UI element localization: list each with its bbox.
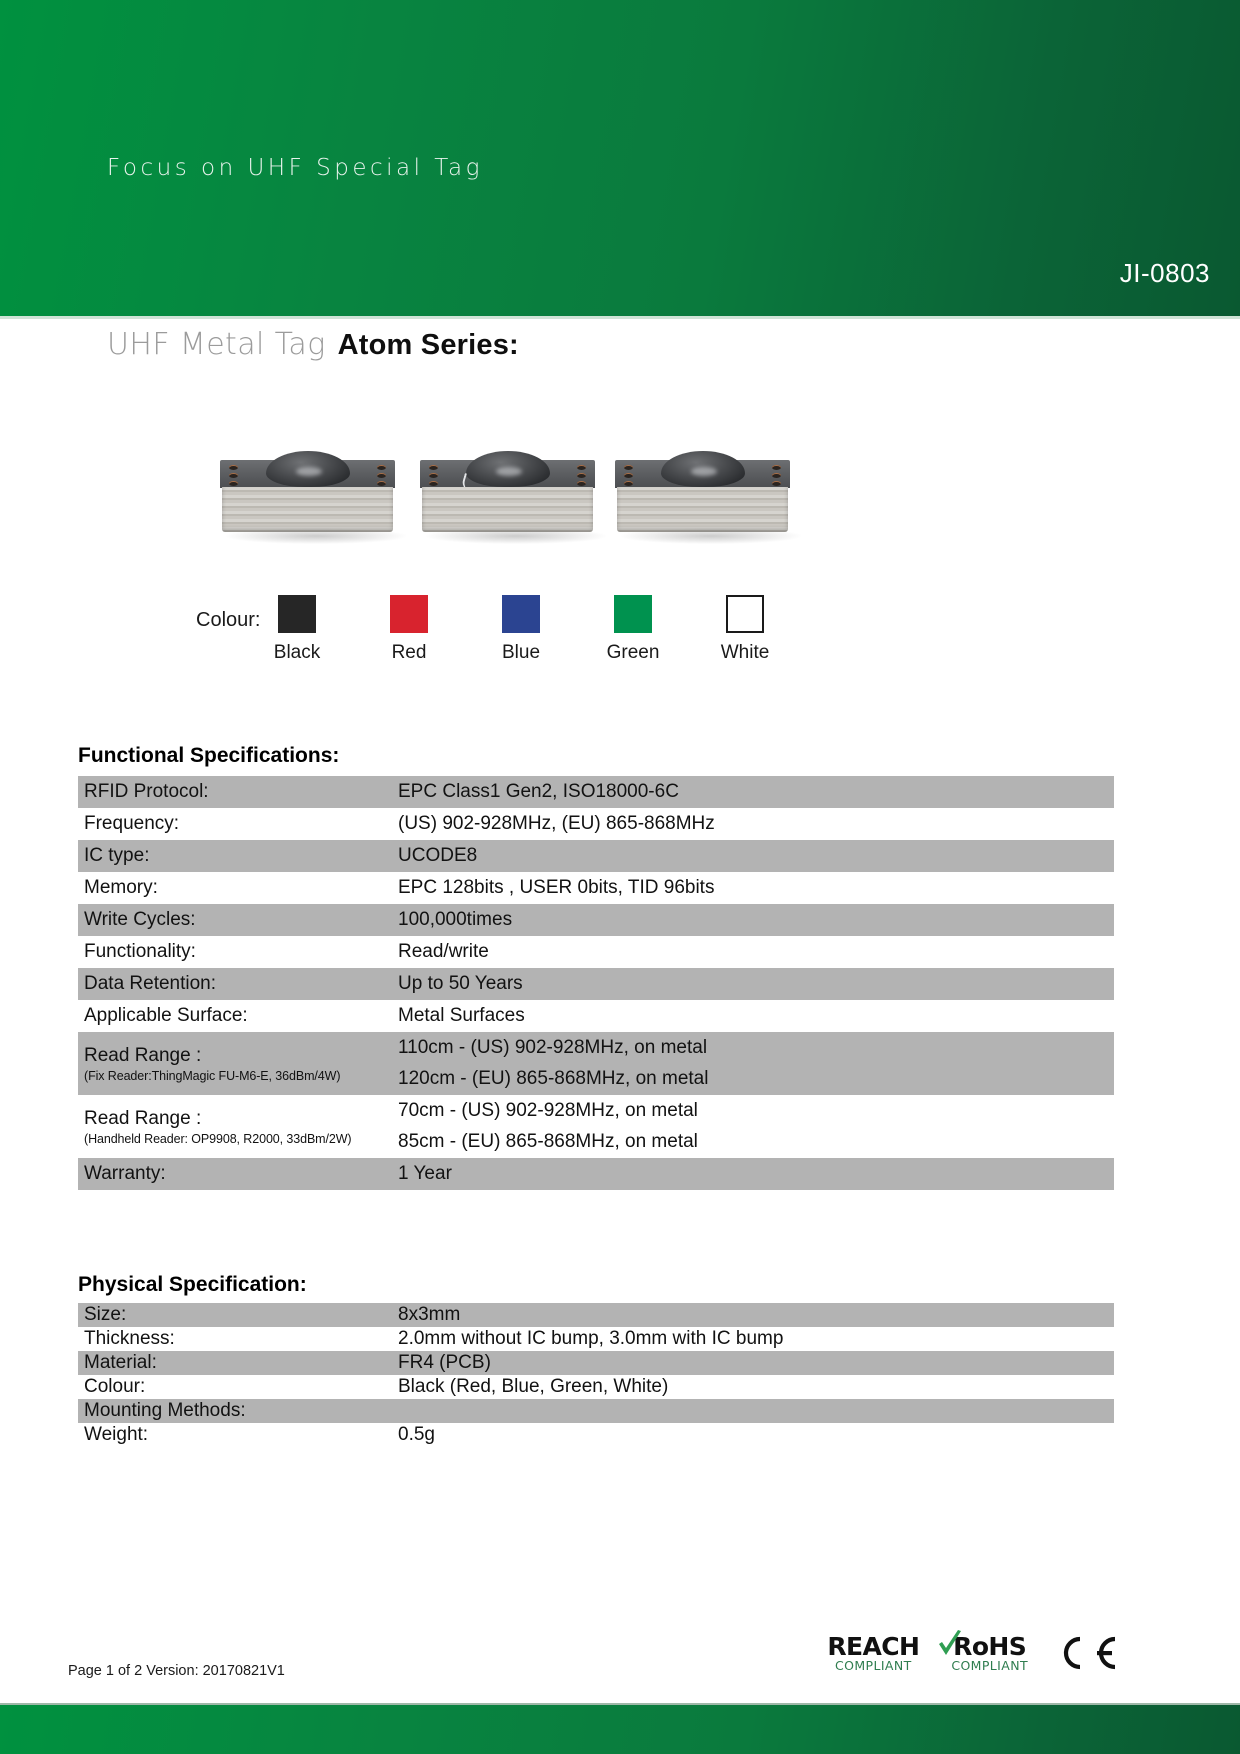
spec-key-sublabel: (Fix Reader:ThingMagic FU-M6-E, 36dBm/4W) (84, 1068, 341, 1083)
table-row (78, 1000, 1114, 1032)
via-holes-right (772, 465, 781, 486)
product-tag-item (220, 460, 395, 532)
ic-bump (266, 451, 350, 487)
page-title-name: Atom Series: (337, 329, 519, 361)
product-tag-item (420, 460, 595, 532)
table-row (78, 1158, 1114, 1190)
tag-shadow (426, 528, 606, 544)
spec-key-label: Weight: (84, 1424, 149, 1445)
colour-swatch-label: Red (391, 642, 427, 663)
colour-swatch-label: Green (606, 642, 660, 663)
spec-value-line: Read/write (398, 941, 489, 962)
via-holes-right (577, 465, 586, 486)
footer-bar (0, 1705, 1240, 1754)
colour-option-red[interactable] (390, 595, 428, 664)
spec-value (398, 1328, 1114, 1350)
ce-mark-icon (1054, 1635, 1120, 1671)
table-row (78, 1095, 1114, 1158)
spec-value-line: 8x3mm (398, 1304, 461, 1325)
spec-value-line: 120cm - (EU) 865-868MHz, on metal (398, 1068, 709, 1089)
spec-value (398, 1100, 1114, 1153)
product-code: JI-0803 (1119, 258, 1210, 288)
tag-top-surface (420, 460, 595, 488)
header-divider (0, 316, 1240, 319)
spec-value-line: 2.0mm without IC bump, 3.0mm with IC bump (398, 1328, 784, 1349)
spec-value-line: 0.5g (398, 1424, 435, 1445)
spec-key (78, 1424, 398, 1446)
spec-key (78, 1108, 398, 1146)
spec-key (78, 813, 398, 835)
spec-key-label: Read Range : (84, 1044, 202, 1066)
spec-key (78, 1328, 398, 1350)
product-photo (190, 378, 850, 558)
via-holes-left (229, 465, 238, 486)
spec-value-line: Black (Red, Blue, Green, White) (398, 1376, 669, 1397)
colour-option-white[interactable] (720, 595, 770, 664)
colour-label: Colour: (196, 609, 261, 631)
colour-option-black[interactable] (273, 595, 321, 664)
spec-value-line: Up to 50 Years (398, 973, 523, 994)
table-row (78, 1351, 1114, 1375)
tag-top-surface (220, 460, 395, 488)
spec-key-label: IC type: (84, 845, 150, 866)
header-tagline: Focus on UHF Special Tag (107, 155, 483, 181)
rohs-logo-sub: COMPLIANT (951, 1658, 1028, 1673)
spec-value-line: EPC Class1 Gen2, ISO18000-6C (398, 781, 679, 802)
colour-swatch-label: Blue (501, 642, 541, 663)
colour-swatch[interactable] (390, 595, 428, 633)
colour-swatch[interactable] (278, 595, 316, 633)
spec-value-line: 70cm - (US) 902-928MHz, on metal (398, 1100, 698, 1121)
spec-key-label: RFID Protocol: (84, 781, 209, 802)
spec-value (398, 909, 1114, 931)
spec-key (78, 973, 398, 995)
spec-key-label: Applicable Surface: (84, 1005, 248, 1026)
spec-value (398, 941, 1114, 963)
spec-key-label: Mounting Methods: (84, 1400, 246, 1421)
spec-value-line: 100,000times (398, 909, 513, 930)
spec-key (78, 1163, 398, 1185)
page-title-prefix: UHF Metal Tag (107, 327, 326, 362)
spec-key-label: Warranty: (84, 1163, 166, 1184)
spec-key (78, 845, 398, 867)
product-tag-item (615, 460, 790, 532)
functional-specifications-table (78, 776, 1114, 1190)
spec-value (398, 1424, 1114, 1446)
spec-value-line: 85cm - (EU) 865-868MHz, on metal (398, 1131, 698, 1152)
spec-key (78, 1045, 398, 1083)
spec-key-label: Write Cycles: (84, 909, 196, 930)
spec-key-label: Read Range : (84, 1107, 202, 1129)
spec-value-line: (US) 902-928MHz, (EU) 865-868MHz (398, 813, 715, 834)
spec-key (78, 1352, 398, 1374)
tag-shadow (621, 528, 801, 544)
functional-specifications-heading: Functional Specifications: (78, 744, 340, 767)
spec-value-line: 1 Year (398, 1163, 452, 1184)
colour-swatch-label: White (720, 642, 770, 663)
reach-compliant-logo (827, 1634, 919, 1673)
table-row (78, 1423, 1114, 1447)
table-row (78, 776, 1114, 808)
spec-key-label: Functionality: (84, 941, 196, 962)
colour-swatch-label: Black (273, 642, 321, 663)
spec-key (78, 1376, 398, 1398)
table-row (78, 1327, 1114, 1351)
ic-bump (661, 451, 745, 487)
spec-value (398, 877, 1114, 899)
spec-value (398, 1304, 1114, 1326)
tag-fr4-edge (422, 487, 593, 532)
spec-key (78, 909, 398, 931)
rohs-logo-name: RoHS (953, 1632, 1027, 1661)
spec-key (78, 1400, 398, 1422)
spec-key-sublabel: (Handheld Reader: OP9908, R2000, 33dBm/2W) (84, 1131, 352, 1146)
via-holes-left (429, 465, 438, 486)
reach-logo-sub: COMPLIANT (834, 1658, 912, 1673)
spec-value (398, 1352, 1114, 1374)
rohs-compliant-logo (935, 1634, 1028, 1673)
spec-value (398, 1005, 1114, 1027)
colour-selector (196, 595, 816, 675)
colour-swatch[interactable] (614, 595, 652, 633)
tag-fr4-edge (222, 487, 393, 532)
spec-key-label: Memory: (84, 877, 158, 898)
reach-logo-name: REACH (827, 1632, 920, 1661)
table-row (78, 1399, 1114, 1423)
checkmark-icon (937, 1630, 963, 1660)
spec-key-label: Material: (84, 1352, 157, 1373)
spec-value (398, 1163, 1114, 1185)
spec-key-label: Data Retention: (84, 973, 217, 994)
footer-page-version: Page 1 of 2 Version: 20170821V1 (68, 1663, 285, 1679)
colour-swatch-group (273, 595, 770, 664)
spec-key-label: Frequency: (84, 813, 180, 834)
spec-key (78, 781, 398, 803)
spec-value-line: FR4 (PCB) (398, 1352, 491, 1373)
page-title (107, 327, 519, 362)
spec-value-line: 110cm - (US) 902-928MHz, on metal (398, 1037, 708, 1058)
spec-key-label: Thickness: (84, 1328, 175, 1349)
table-row (78, 1032, 1114, 1095)
colour-swatch[interactable] (502, 595, 540, 633)
spec-key (78, 1005, 398, 1027)
table-row (78, 840, 1114, 872)
table-row (78, 968, 1114, 1000)
spec-key (78, 1304, 398, 1326)
spec-value (398, 1037, 1114, 1090)
spec-value (398, 813, 1114, 835)
spec-value (398, 845, 1114, 867)
tag-top-surface (615, 460, 790, 488)
spec-key (78, 877, 398, 899)
table-row (78, 872, 1114, 904)
via-holes-right (377, 465, 386, 486)
spec-value (398, 781, 1114, 803)
tag-shadow (226, 528, 406, 544)
table-row (78, 1303, 1114, 1327)
table-row (78, 808, 1114, 840)
spec-value (398, 973, 1114, 995)
table-row (78, 904, 1114, 936)
spec-value (398, 1376, 1114, 1398)
colour-option-blue[interactable] (502, 595, 540, 664)
colour-option-green[interactable] (606, 595, 660, 664)
spec-value-line: EPC 128bits , USER 0bits, TID 96bits (398, 877, 715, 898)
table-row (78, 1375, 1114, 1399)
table-row (78, 936, 1114, 968)
page-header (0, 0, 1240, 318)
spec-value-line: Metal Surfaces (398, 1005, 525, 1026)
physical-specification-heading: Physical Specification: (78, 1273, 307, 1296)
spec-value-line: UCODE8 (398, 845, 478, 866)
via-holes-left (624, 465, 633, 486)
spec-key (78, 941, 398, 963)
colour-swatch[interactable] (726, 595, 764, 633)
compliance-logos (827, 1634, 1120, 1673)
spec-key-label: Size: (84, 1304, 127, 1325)
spec-key-label: Colour: (84, 1376, 146, 1397)
tag-fr4-edge (617, 487, 788, 532)
physical-specification-table (78, 1303, 1114, 1447)
